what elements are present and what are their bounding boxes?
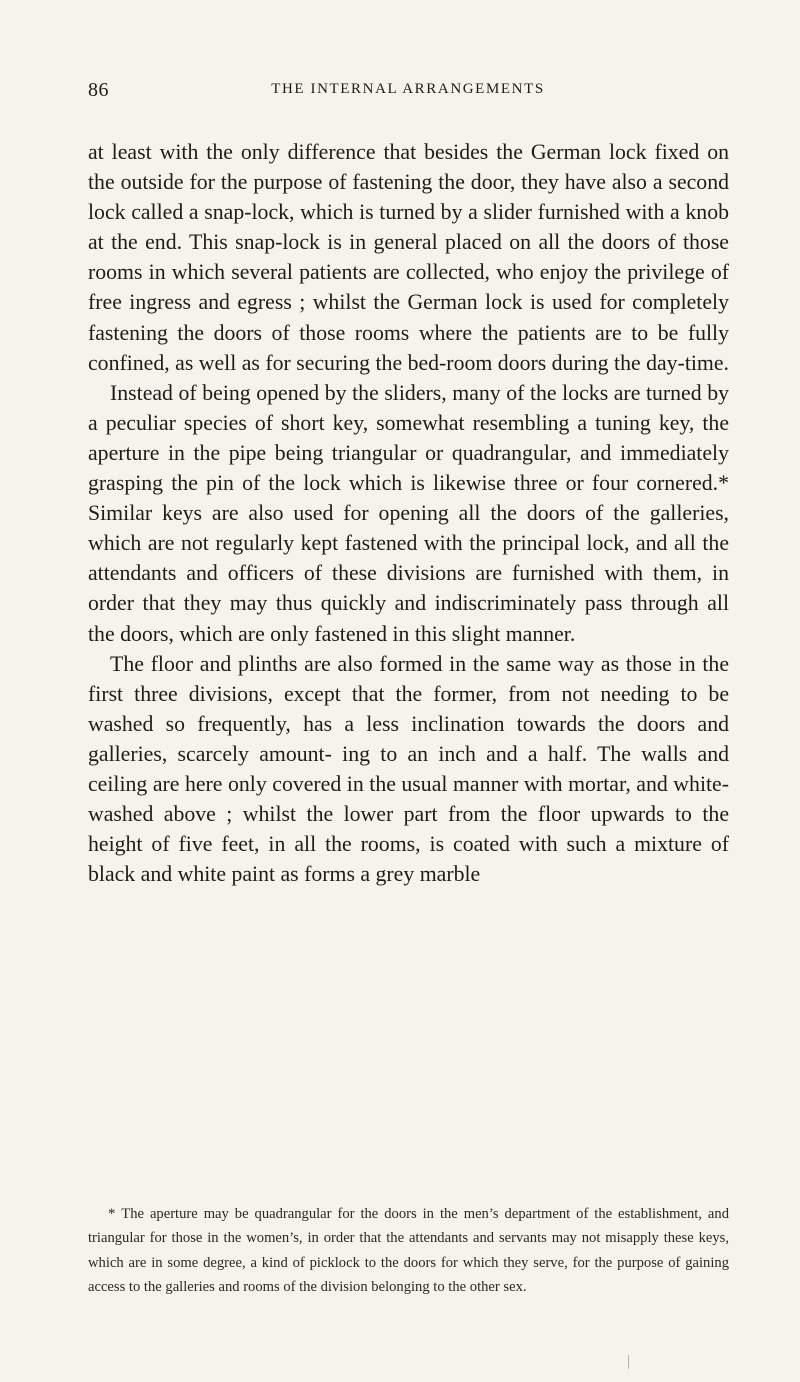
body-text: [88, 137, 729, 889]
page-number: 86: [88, 79, 109, 101]
footnote: [88, 1202, 729, 1300]
footnote-text: The aperture may be quadrangular for the doors in the men’s department of the establishment, and triangular for those in the women’s, in order that the attendants and servants may not misapply these keys, which are in some degree, a kind of picklock to the doors for which they serve, for the purpose of gaining access to the galleries and rooms of the division belonging to the other sex.: [88, 1206, 729, 1296]
paragraph-1: at least with the only difference that besides the German lock fixed on the outside for the purpose of fastening the door, they have also a second lock called a snap-lock, which is turned by a slider furnished with a knob at the end. This snap-lock is in general placed on all the doors of those rooms in which several patients are collected, who enjoy the privilege of free ingress and egress ; whilst the German lock is used for completely fastening the doors of those rooms where the patients are to be fully confined, as well as for securing the bed-room doors during the day-time.: [88, 140, 730, 375]
running-title: THE INTERNAL ARRANGEMENTS: [271, 81, 545, 97]
paragraph-3: The floor and plinths are also formed in the same way as those in the first three divisions, except that the former, from not needing to be washed so frequently, has a less inclination towards the doors and galleries, scarcely amount- ing to an inch and a half. The walls and ceiling are here only covered in the usual manner with mortar, and white- washed above ; whilst the lower part from the floor upwards to the height of five feet, in all the rooms, is coated with such a mixture of black and white paint as forms a grey marble: [88, 651, 729, 887]
footnote-marker: *: [108, 1206, 116, 1222]
running-head: [88, 79, 728, 103]
paper-speck: [628, 1355, 629, 1369]
paragraph-2: Instead of being opened by the sliders, many of the locks are turned by a peculiar species of short key, somewhat resembling a tuning key, the aperture in the pipe being triangular or quadrangular, and immediately grasping the pin of the lock which is likewise three or four cornered.* Similar keys are also used for opening all the doors of the galleries, which are not regularly kept fastened with the principal lock, and all the attendants and officers of these divisions are furnished with them, in order that they may thus quickly and indiscriminately pass through all the doors, which are only fastened in this slight manner.: [88, 380, 729, 646]
